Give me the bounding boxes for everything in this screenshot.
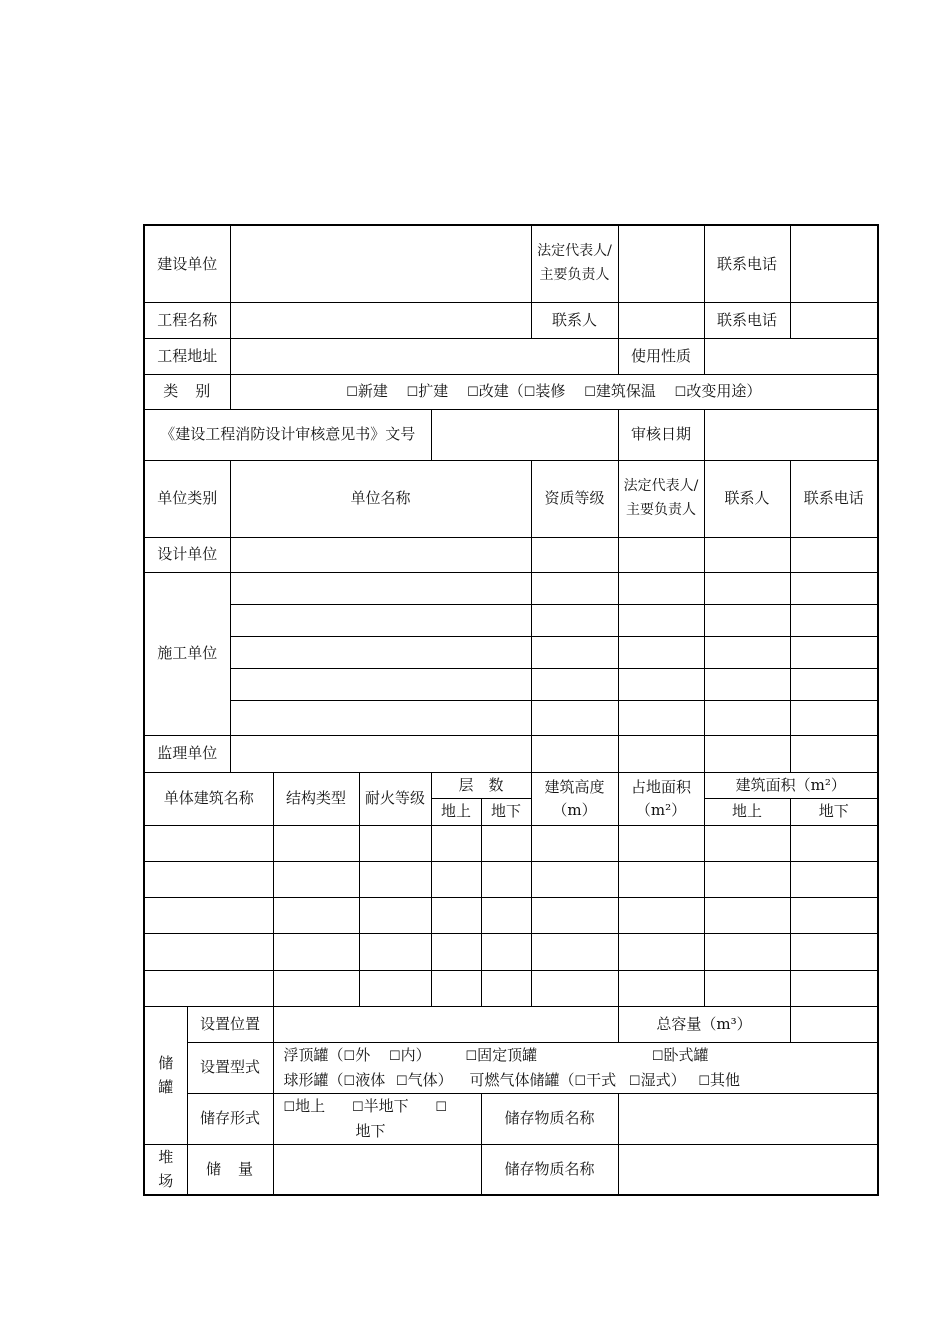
tank-form-options (273, 1093, 481, 1144)
yard-amount-label: 储 量 (187, 1144, 273, 1195)
building-name-input[interactable] (144, 970, 273, 1006)
tank-location-input[interactable] (273, 1006, 618, 1042)
height-unit: （m） (552, 800, 597, 819)
construction-unit-phone-input[interactable] (790, 668, 878, 700)
tank-capacity-label: 总容量（m³） (618, 1006, 790, 1042)
option-label: 建筑保温 (595, 382, 656, 401)
construction-unit-row (144, 668, 878, 700)
tank-substance-label: 储存物质名称 (481, 1093, 618, 1144)
structure-type-header: 结构类型 (273, 772, 359, 825)
area-below-header: 地下 (790, 798, 878, 825)
yard-label: 堆场 (144, 1144, 187, 1195)
floors-below-header: 地下 (481, 798, 531, 825)
building-row (144, 897, 878, 933)
option-label: 其他 (710, 1070, 741, 1089)
legal-rep-header: 法定代表人/主要负责人 (618, 460, 704, 537)
building-row (144, 861, 878, 897)
option-label: 气体） (407, 1070, 453, 1089)
owner-phone-label: 联系电话 (704, 225, 790, 302)
structure-type-input[interactable] (273, 825, 359, 861)
construction-unit-qualification-input[interactable] (531, 700, 618, 735)
checkbox-icon: ☐ (584, 385, 596, 401)
construction-unit-legal-rep-input[interactable] (618, 572, 704, 604)
fire-rating-input[interactable] (359, 897, 431, 933)
building-name-input[interactable] (144, 825, 273, 861)
tank-substance-input[interactable] (618, 1093, 878, 1144)
supervision-unit-label: 监理单位 (144, 735, 230, 772)
project-name-row (144, 302, 878, 338)
design-unit-row (144, 537, 878, 572)
area-below-input[interactable] (790, 861, 878, 897)
owner-unit-label: 建设单位 (144, 225, 230, 302)
tank-capacity-input[interactable] (790, 1006, 878, 1042)
area-below-input[interactable] (790, 970, 878, 1006)
area-header: 建筑面积（m²） (704, 772, 878, 798)
category-option-new[interactable] (346, 382, 388, 400)
construction-unit-name-input[interactable] (230, 700, 531, 735)
option-label: 半地下 (363, 1097, 409, 1116)
option-prefix: 浮顶罐（ (283, 1045, 344, 1064)
owner-phone-input[interactable] (790, 225, 878, 302)
checkbox-icon: ☐ (651, 1048, 664, 1064)
option-label: 固定顶罐 (477, 1045, 538, 1064)
contact-label: 联系人 (531, 302, 618, 338)
building-name-input[interactable] (144, 933, 273, 970)
design-unit-phone-input[interactable] (790, 537, 878, 572)
floors-below-input[interactable] (481, 861, 531, 897)
structure-type-input[interactable] (273, 970, 359, 1006)
option-label: 外 (355, 1045, 371, 1064)
area-above-input[interactable] (704, 825, 790, 861)
design-unit-label: 设计单位 (144, 537, 230, 572)
construction-unit-row (144, 604, 878, 636)
construction-unit-qualification-input[interactable] (531, 668, 618, 700)
building-row (144, 825, 878, 861)
spherical-liquid-option[interactable] (284, 1071, 386, 1089)
project-address-input[interactable] (230, 338, 618, 374)
legal-rep-input[interactable] (618, 225, 704, 302)
approval-doc-label: 《建设工程消防设计审核意见书》文号 (144, 409, 431, 460)
floors-below-input[interactable] (481, 933, 531, 970)
option-label: 改建（ (478, 382, 524, 401)
gas-tank-wet-option[interactable] (629, 1071, 686, 1089)
construction-unit-phone-input[interactable] (790, 604, 878, 636)
floors-above-input[interactable] (431, 933, 481, 970)
category-row (144, 374, 878, 409)
footprint-input[interactable] (618, 933, 704, 970)
supervision-unit-contact-input[interactable] (704, 735, 790, 772)
tank-form-label: 储存形式 (187, 1093, 273, 1144)
construction-unit-qualification-input[interactable] (531, 572, 618, 604)
area-below-input[interactable] (790, 825, 878, 861)
construction-unit-qualification-input[interactable] (531, 604, 618, 636)
building-name-input[interactable] (144, 897, 273, 933)
construction-unit-contact-input[interactable] (704, 636, 790, 668)
option-label: 改变用途） (686, 382, 762, 401)
checkbox-icon[interactable]: ☐ (435, 1100, 448, 1116)
height-input[interactable] (531, 861, 618, 897)
floors-below-input[interactable] (481, 970, 531, 1006)
area-above-input[interactable] (704, 897, 790, 933)
checkbox-icon: ☐ (628, 1073, 641, 1089)
supervision-unit-qualification-input[interactable] (531, 735, 618, 772)
review-date-input[interactable] (704, 409, 878, 460)
buildings-header-row (144, 772, 878, 798)
project-address-label: 工程地址 (144, 338, 230, 374)
unit-type-header: 单位类别 (144, 460, 230, 537)
yard-amount-input[interactable] (273, 1144, 481, 1195)
building-row (144, 970, 878, 1006)
height-input[interactable] (531, 825, 618, 861)
checkbox-icon: ☐ (388, 1048, 401, 1064)
footprint-header-text: 占地面积 (631, 778, 692, 796)
tank-form-row (144, 1093, 878, 1144)
construction-unit-name-input[interactable] (230, 604, 531, 636)
construction-unit-qualification-input[interactable] (531, 636, 618, 668)
design-unit-qualification-input[interactable] (531, 537, 618, 572)
other-type-option[interactable] (698, 1071, 740, 1089)
option-label: 地上 (295, 1097, 326, 1116)
height-input[interactable] (531, 897, 618, 933)
construction-unit-phone-input[interactable] (790, 700, 878, 735)
fire-rating-input[interactable] (359, 933, 431, 970)
option-label: 装修 (535, 382, 566, 401)
tank-type-line-2 (284, 1068, 876, 1093)
area-above-input[interactable] (704, 861, 790, 897)
construction-unit-legal-rep-input[interactable] (618, 700, 704, 735)
option-label: 新建 (357, 382, 388, 401)
building-name-header: 单体建筑名称 (144, 772, 273, 825)
area-above-input[interactable] (704, 933, 790, 970)
construction-unit-name-input[interactable] (230, 572, 531, 604)
yard-row (144, 1144, 878, 1195)
construction-unit-contact-input[interactable] (704, 604, 790, 636)
option-prefix: 可燃气体储罐（ (469, 1070, 575, 1089)
fire-rating-input[interactable] (359, 861, 431, 897)
floors-above-header: 地上 (431, 798, 481, 825)
category-label: 类 别 (144, 374, 230, 409)
usage-label: 使用性质 (618, 338, 704, 374)
tank-type-options (273, 1042, 878, 1093)
supervision-unit-row (144, 735, 878, 772)
construction-unit-contact-input[interactable] (704, 700, 790, 735)
construction-unit-phone-input[interactable] (790, 636, 878, 668)
project-address-row (144, 338, 878, 374)
footprint-input[interactable] (618, 897, 704, 933)
checkbox-icon: ☐ (523, 385, 536, 401)
checkbox-icon: ☐ (343, 1048, 356, 1064)
project-name-input[interactable] (230, 302, 531, 338)
fire-rating-input[interactable] (359, 825, 431, 861)
construction-unit-contact-input[interactable] (704, 572, 790, 604)
option-prefix: 球形罐（ (283, 1070, 344, 1089)
structure-type-input[interactable] (273, 933, 359, 970)
tank-label: 储罐 (144, 1006, 187, 1144)
contact-header: 联系人 (704, 460, 790, 537)
footprint-input[interactable] (618, 861, 704, 897)
checkbox-icon: ☐ (406, 385, 419, 401)
structure-type-input[interactable] (273, 897, 359, 933)
gas-tank-dry-option[interactable] (469, 1071, 616, 1089)
supervision-unit-phone-input[interactable] (790, 735, 878, 772)
form-underground-label: 地下 (355, 1121, 386, 1140)
contact-input[interactable] (618, 302, 704, 338)
construction-unit-legal-rep-input[interactable] (618, 604, 704, 636)
spherical-gas-option[interactable] (396, 1071, 453, 1089)
supervision-unit-name-input[interactable] (230, 735, 531, 772)
construction-unit-legal-rep-input[interactable] (618, 668, 704, 700)
height-header-text: 建筑高度 (544, 778, 605, 796)
design-unit-legal-rep-input[interactable] (618, 537, 704, 572)
height-header (531, 772, 618, 825)
tank-type-line-1 (284, 1043, 876, 1068)
qualification-header: 资质等级 (531, 460, 618, 537)
tank-type-row (144, 1042, 878, 1093)
fixed-roof-option[interactable] (465, 1046, 537, 1064)
option-label: 液体 (355, 1070, 386, 1089)
category-option-expand[interactable] (407, 382, 449, 400)
project-name-label: 工程名称 (144, 302, 230, 338)
supervision-unit-legal-rep-input[interactable] (618, 735, 704, 772)
tank-location-label: 设置位置 (187, 1006, 273, 1042)
project-phone-label: 联系电话 (704, 302, 790, 338)
checkbox-icon: ☐ (351, 1100, 364, 1116)
height-input[interactable] (531, 970, 618, 1006)
floating-roof-outer-option[interactable] (284, 1046, 371, 1064)
owner-row (144, 225, 878, 302)
structure-type-input[interactable] (273, 861, 359, 897)
floors-below-input[interactable] (481, 825, 531, 861)
footprint-header (618, 772, 704, 825)
option-label: 湿式） (640, 1070, 686, 1089)
fire-acceptance-form (143, 224, 879, 1196)
unit-name-header: 单位名称 (230, 460, 531, 537)
building-row (144, 933, 878, 970)
fire-rating-input[interactable] (359, 970, 431, 1006)
construction-unit-name-input[interactable] (230, 668, 531, 700)
yard-substance-input[interactable] (618, 1144, 878, 1195)
category-option-insulation[interactable] (584, 382, 656, 400)
construction-unit-contact-input[interactable] (704, 668, 790, 700)
construction-unit-phone-input[interactable] (790, 572, 878, 604)
horizontal-tank-option[interactable] (652, 1046, 709, 1064)
usage-input[interactable] (704, 338, 878, 374)
option-label: 扩建 (418, 382, 449, 401)
construction-unit-row (144, 700, 878, 735)
category-option-rebuild[interactable] (467, 382, 565, 400)
floors-below-input[interactable] (481, 897, 531, 933)
fire-rating-header: 耐火等级 (359, 772, 431, 825)
tank-type-label: 设置型式 (187, 1042, 273, 1093)
area-below-input[interactable] (790, 933, 878, 970)
construction-unit-row (144, 636, 878, 668)
category-option-change-use[interactable] (675, 382, 762, 400)
area-below-input[interactable] (790, 897, 878, 933)
checkbox-icon: ☐ (465, 1048, 478, 1064)
area-above-header: 地上 (704, 798, 790, 825)
floors-above-input[interactable] (431, 825, 481, 861)
design-unit-contact-input[interactable] (704, 537, 790, 572)
form-semi-underground-option[interactable] (352, 1097, 409, 1115)
checkbox-icon: ☐ (467, 385, 479, 401)
category-options (230, 374, 878, 409)
floors-header: 层 数 (431, 772, 531, 798)
construction-unit-label: 施工单位 (144, 572, 230, 735)
footprint-input[interactable] (618, 970, 704, 1006)
checkbox-icon: ☐ (674, 385, 687, 401)
phone-header: 联系电话 (790, 460, 878, 537)
approval-doc-row (144, 409, 878, 460)
tank-form-line-1 (284, 1094, 479, 1119)
legal-rep-label: 法定代表人/主要负责人 (531, 225, 618, 302)
area-above-input[interactable] (704, 970, 790, 1006)
checkbox-icon: ☐ (283, 1100, 296, 1116)
checkbox-icon: ☐ (343, 1073, 356, 1089)
floors-above-input[interactable] (431, 970, 481, 1006)
checkbox-icon: ☐ (346, 385, 358, 401)
construction-unit-legal-rep-input[interactable] (618, 636, 704, 668)
tank-location-row (144, 1006, 878, 1042)
approval-doc-input[interactable] (431, 409, 618, 460)
floating-roof-inner-option[interactable] (389, 1046, 431, 1064)
owner-unit-input[interactable] (230, 225, 531, 302)
review-date-label: 审核日期 (618, 409, 704, 460)
checkbox-icon: ☐ (395, 1073, 408, 1089)
footprint-unit: （m²） (635, 800, 687, 819)
building-name-input[interactable] (144, 861, 273, 897)
option-label: 内） (400, 1045, 431, 1064)
option-label: 卧式罐 (663, 1045, 709, 1064)
checkbox-icon: ☐ (574, 1073, 587, 1089)
form-above-ground-option[interactable] (284, 1097, 326, 1115)
checkbox-icon: ☐ (698, 1073, 711, 1089)
construction-unit-name-input[interactable] (230, 636, 531, 668)
design-unit-name-input[interactable] (230, 537, 531, 572)
yard-substance-label: 储存物质名称 (481, 1144, 618, 1195)
units-header-row (144, 460, 878, 537)
construction-unit-row (144, 572, 878, 604)
project-phone-input[interactable] (790, 302, 878, 338)
footprint-input[interactable] (618, 825, 704, 861)
floors-above-input[interactable] (431, 861, 481, 897)
floors-above-input[interactable] (431, 897, 481, 933)
height-input[interactable] (531, 933, 618, 970)
option-label: 干式 (586, 1070, 617, 1089)
tank-form-line-2 (284, 1119, 479, 1143)
